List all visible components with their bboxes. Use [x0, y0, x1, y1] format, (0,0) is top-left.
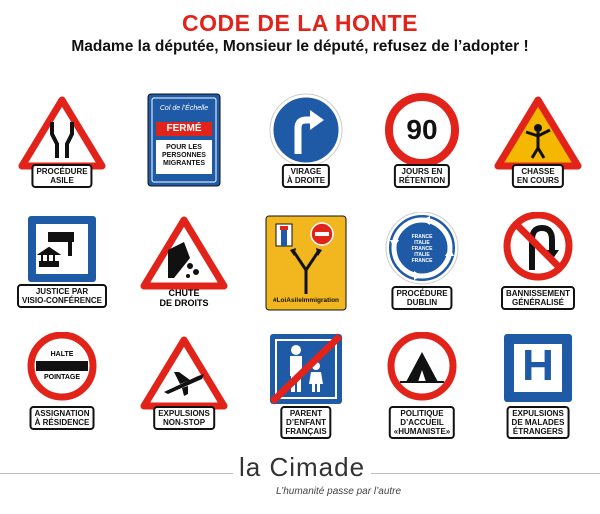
sign-halt-top: HALTE: [50, 351, 74, 358]
page-subtitle: Madame la députée, Monsieur le député, refusez de l’adopter !: [71, 38, 529, 55]
sign-caption: EXPULSIONS DE MALADES ÉTRANGERS: [507, 406, 570, 439]
tent-icon: [372, 332, 472, 412]
sign-caption: CHASSE EN COURS: [512, 164, 564, 188]
falling-rocks-icon: [134, 212, 234, 292]
sign-loi-asile: [256, 212, 356, 340]
airplane-icon: [134, 332, 234, 412]
sign-halt-bottom: POINTAGE: [43, 374, 81, 381]
narrowing-road-icon: [12, 92, 112, 172]
sign-procedure-asile: [12, 92, 112, 220]
sign-caption: ASSIGNATION À RÉSIDENCE: [30, 406, 95, 430]
sign-expulsions: [134, 332, 234, 460]
sign-caption: CHUTE DE DROITS: [159, 288, 209, 308]
halt-icon: [12, 332, 112, 412]
sign-hashtag: #LoiAsileImmigration: [272, 297, 340, 304]
sign-90-jours: [372, 92, 472, 220]
sign-justice-visio: [12, 212, 112, 340]
sign-bannissement: [488, 212, 588, 340]
sign-hopital: [488, 332, 588, 460]
no-u-turn-icon: [488, 212, 588, 292]
brand-tagline: L’humanité passe par l’autre: [276, 486, 402, 497]
sign-caption: PROCÉDURE DUBLIN: [391, 286, 452, 310]
sign-parent-enfant: [256, 332, 356, 460]
sign-chute-droits: [134, 212, 234, 340]
sign-caption: BANNISSEMENT GÉNÉRALISÉ: [501, 286, 575, 310]
camera-courthouse-icon: [12, 212, 112, 292]
page-title: CODE DE LA HONTE: [182, 10, 418, 36]
sign-assignation: [12, 332, 112, 460]
ring-labels: FRANCE ITALIE FRANCE ITALIE FRANCE: [411, 234, 433, 264]
hunter-icon: [488, 92, 588, 172]
sign-caption: JUSTICE PAR VISIO-CONFÉRENCE: [17, 284, 107, 308]
sign-hospital-letter: H: [522, 341, 554, 390]
sign-panel-body: POUR LES PERSONNES MIGRANTES: [162, 144, 206, 167]
sign-caption: PROCÉDURE ASILE: [31, 164, 92, 188]
brand-logo: la Cimade: [233, 452, 371, 483]
sign-panel-banner: FERMÉ: [166, 123, 202, 134]
sign-panel-top: Col de l’Échelle: [159, 105, 209, 112]
sign-chasse: [488, 92, 588, 220]
parent-child-icon: [256, 332, 356, 412]
sign-caption: POLITIQUE D’ACCUEIL «HUMANISTE»: [389, 406, 455, 439]
sign-dublin: [372, 212, 472, 340]
sign-col-echelle: [134, 92, 234, 220]
sign-virage-droite: [256, 92, 356, 220]
sign-politique-accueil: [372, 332, 472, 460]
sign-caption: EXPULSIONS NON-STOP: [153, 406, 215, 430]
turn-right-arrow-icon: [256, 92, 356, 172]
sign-caption: JOURS EN RÉTENTION: [394, 164, 450, 188]
sign-caption: VIRAGE À DROITE: [282, 164, 330, 188]
sign-number: 90: [406, 114, 438, 145]
sign-caption: PARENT D’ENFANT FRANÇAIS: [280, 406, 331, 439]
